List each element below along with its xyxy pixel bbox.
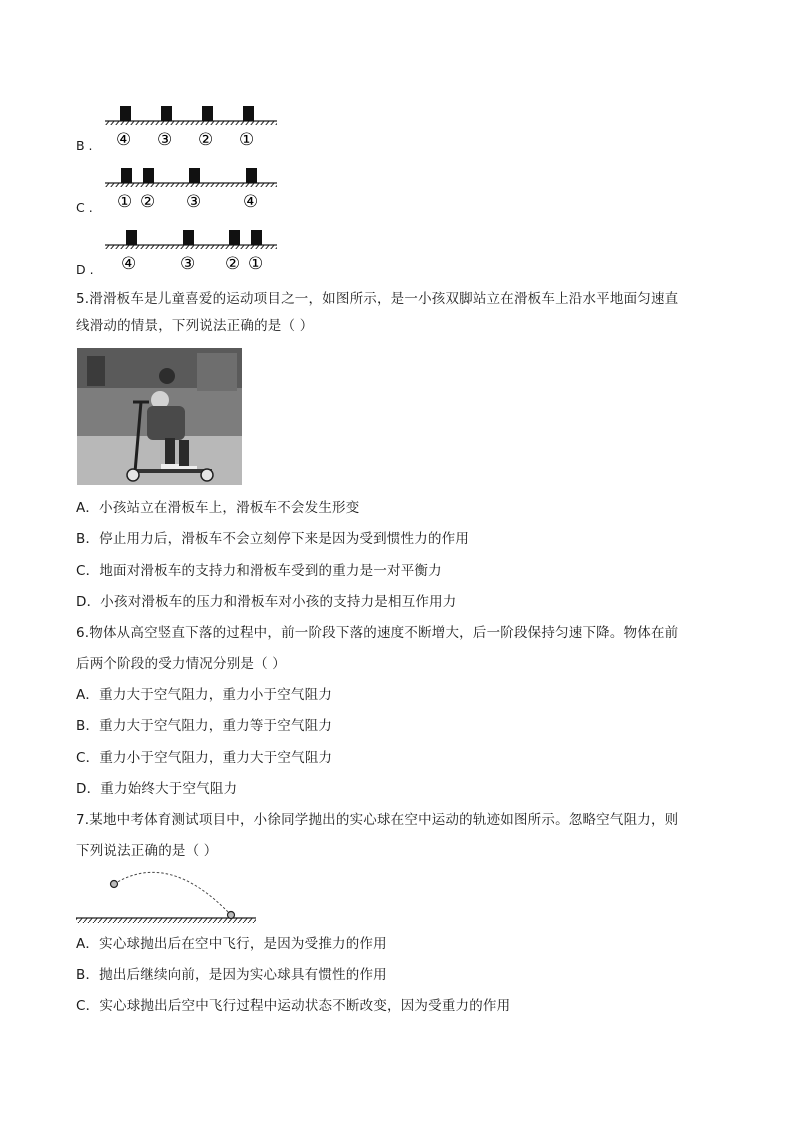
block <box>251 230 262 245</box>
q7-stem-line1: 7.某地中考体育测试项目中，小徐同学抛出的实心球在空中运动的轨迹如图所示。忽略空气阻力，则 <box>76 812 679 828</box>
q6-option-c: C．重力小于空气阻力，重力大于空气阻力 <box>76 750 333 766</box>
option-letter-d: D . <box>76 262 94 277</box>
q6-option-a: A．重力大于空气阻力，重力小于空气阻力 <box>76 687 333 703</box>
option-letter-c: C . <box>76 200 93 215</box>
position-label: ③ <box>157 130 173 150</box>
block <box>126 230 137 245</box>
block <box>202 106 213 121</box>
q6-stem-line1: 6.物体从高空竖直下落的过程中，前一阶段下落的速度不断增大，后一阶段保持匀速下降。物体在前 <box>76 625 679 641</box>
block <box>229 230 240 245</box>
option-letter-b: B . <box>76 138 93 153</box>
block <box>189 168 200 183</box>
block <box>161 106 172 121</box>
position-label: ① <box>248 254 264 274</box>
q6-stem-line2: 后两个阶段的受力情况分别是（ ） <box>76 656 286 672</box>
block <box>143 168 154 183</box>
position-label: ② <box>140 192 156 212</box>
q6-option-b: B．重力大于空气阻力，重力等于空气阻力 <box>76 718 333 734</box>
scooter-photo <box>77 348 242 485</box>
position-label: ③ <box>180 254 196 274</box>
q5-option-d: D．小孩对滑板车的压力和滑板车对小孩的支持力是相互作用力 <box>76 594 457 610</box>
position-label: ② <box>225 254 241 274</box>
ball-end <box>228 912 235 919</box>
block-diagram-d <box>100 226 280 274</box>
block <box>243 106 254 121</box>
q5-option-b: B．停止用力后，滑板车不会立刻停下来是因为受到惯性力的作用 <box>76 531 470 547</box>
block <box>183 230 194 245</box>
q5-stem-line1: 5.滑滑板车是儿童喜爱的运动项目之一，如图所示，是一小孩双脚站立在滑板车上沿水平地面匀速直 <box>76 291 679 307</box>
q6-option-d: D．重力始终大于空气阻力 <box>76 781 238 797</box>
trajectory-diagram <box>74 862 259 928</box>
position-label: ④ <box>116 130 132 150</box>
position-label: ③ <box>186 192 202 212</box>
position-label: ① <box>117 192 133 212</box>
position-label: ④ <box>243 192 259 212</box>
q5-option-a: A．小孩站立在滑板车上，滑板车不会发生形变 <box>76 500 360 516</box>
block-diagram-c <box>100 164 280 212</box>
position-label: ④ <box>121 254 137 274</box>
ball-start <box>111 881 118 888</box>
position-label: ② <box>198 130 214 150</box>
block <box>121 168 132 183</box>
q5-stem-line2: 线滑动的情景，下列说法正确的是（ ） <box>76 318 314 334</box>
trajectory-path <box>114 872 231 915</box>
block <box>120 106 131 121</box>
q7-stem-line2: 下列说法正确的是（ ） <box>76 843 218 859</box>
q7-option-b: B．抛出后继续向前，是因为实心球具有惯性的作用 <box>76 967 387 983</box>
q7-option-c: C．实心球抛出后空中飞行过程中运动状态不断改变，因为受重力的作用 <box>76 998 511 1014</box>
q5-option-c: C．地面对滑板车的支持力和滑板车受到的重力是一对平衡力 <box>76 563 442 579</box>
block-diagram-b <box>100 102 280 150</box>
position-label: ① <box>239 130 255 150</box>
q7-option-a: A．实心球抛出后在空中飞行，是因为受推力的作用 <box>76 936 387 952</box>
block <box>246 168 257 183</box>
